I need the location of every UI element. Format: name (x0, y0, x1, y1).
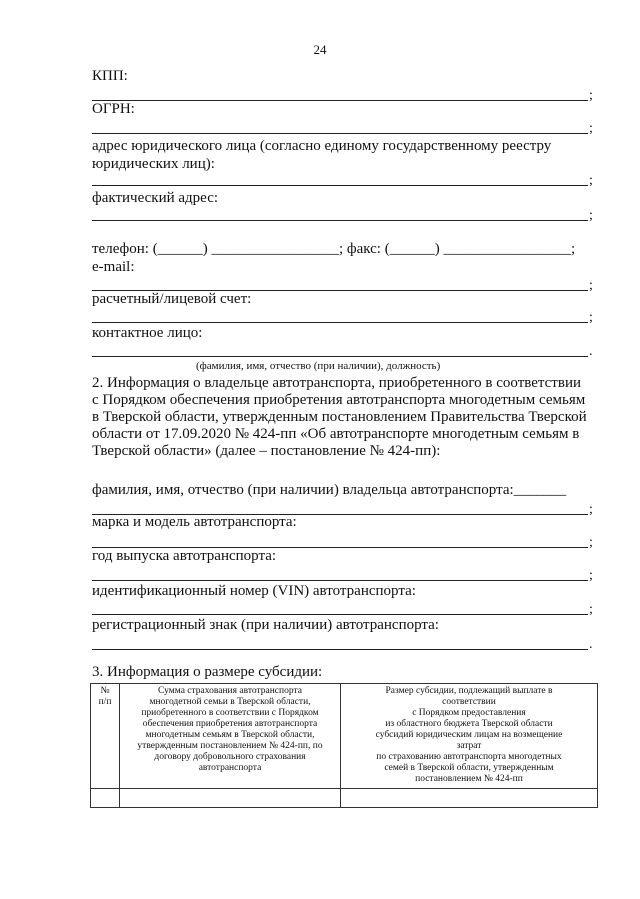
subsidy-table (90, 683, 598, 808)
semicolon: ; (589, 502, 593, 517)
semicolon: ; (589, 121, 593, 136)
header-text: утвержденным постановлением № 424-пп, по (137, 741, 323, 751)
page-number: 24 (313, 42, 327, 57)
semicolon: ; (589, 208, 593, 223)
section2-line: 2. Информация о владельце автотранспорта, приобретенного в соответствии (92, 375, 581, 391)
plate-label: регистрационный знак (при наличии) автотранспорта: (92, 617, 439, 633)
section2-line: в Тверской области, утвержденным постановлением Правительства Тверской (92, 409, 587, 425)
header-cell-number (91, 684, 120, 789)
table-cell[interactable] (91, 789, 120, 808)
header-text: постановлением № 424-пп (415, 774, 523, 784)
semicolon: ; (589, 278, 593, 293)
contact-caption: (фамилия, имя, отчество (при наличии), должность) (196, 360, 441, 372)
header-text: многодетной семьи в Тверской области, (149, 697, 311, 707)
header-text: с Порядком предоставления (412, 708, 526, 718)
table-header-row (91, 684, 598, 789)
section2-line: области от 17.09.2020 № 424-пп «Об автотранспорте многодетным семьям в (92, 426, 580, 442)
account-label: расчетный/лицевой счет: (92, 291, 252, 307)
header-text: № (100, 686, 110, 696)
email-label: e-mail: (92, 259, 135, 275)
header-text: семей в Тверской области, утвержденным (384, 763, 554, 773)
contact-line (92, 356, 588, 357)
legal-address-label-cont: юридических лиц): (92, 156, 215, 172)
header-text: Сумма страхования автотранспорта (158, 686, 302, 696)
header-text: Размер субсидии, подлежащий выплате в (385, 686, 553, 696)
header-text: п/п (98, 697, 112, 707)
semicolon: ; (589, 568, 593, 583)
table-cell[interactable] (341, 789, 598, 808)
period: . (589, 344, 593, 359)
semicolon: ; (589, 310, 593, 325)
header-text: по страхованию автотранспорта многодетных (376, 752, 562, 762)
plate-line (92, 649, 588, 650)
legal-address-line (92, 185, 588, 186)
phone-fax-label: телефон: (______) _________________; факс: (______) _________________; (92, 241, 576, 257)
ogrn-line (92, 133, 588, 134)
account-line (92, 322, 588, 323)
header-text: затрат (456, 741, 482, 751)
header-text: соответствии (442, 697, 496, 707)
semicolon: ; (589, 535, 593, 550)
section2-paragraph (92, 375, 595, 460)
header-text: договору добровольного страхования (154, 752, 306, 762)
kpp-label: КПП: (92, 68, 128, 84)
semicolon: ; (589, 173, 593, 188)
actual-address-label: фактический адрес: (92, 190, 219, 206)
header-cell-subsidy-amount (341, 684, 598, 789)
header-text: субсидий юридическим лицам на возмещение (375, 730, 563, 740)
header-text: из областного бюджета Тверской области (385, 719, 553, 729)
contact-label: контактное лицо: (92, 325, 203, 341)
owner-name-label: фамилия, имя, отчество (при наличии) владельца автотранспорта:_______ (92, 482, 567, 498)
year-label: год выпуска автотранспорта: (92, 548, 277, 564)
header-text: обеспечения приобретения автотранспорта (142, 719, 318, 729)
section2-line: с Порядком обеспечения приобретения автотранспорта многодетным семьям (92, 392, 586, 408)
actual-address-line (92, 220, 588, 221)
kpp-line (92, 100, 588, 101)
table-row (91, 789, 598, 808)
header-text: автотранспорта (198, 763, 262, 773)
ogrn-label: ОГРН: (92, 101, 135, 117)
vin-label: идентификационный номер (VIN) автотранспорта: (92, 583, 416, 599)
semicolon: ; (589, 88, 593, 103)
section3-title: 3. Информация о размере субсидии: (92, 664, 323, 680)
section2-line: Тверской области» (далее – постановление № 424-пп): (92, 443, 441, 459)
table-cell[interactable] (120, 789, 341, 808)
legal-address-label: адрес юридического лица (согласно единому государственному реестру (92, 138, 552, 154)
header-text: приобретенного в соответствии с Порядком (141, 708, 319, 718)
header-cell-insurance-sum (120, 684, 341, 789)
semicolon: ; (589, 602, 593, 617)
period: . (589, 637, 593, 652)
vin-line (92, 614, 588, 615)
header-text: многодетным семьям в Тверской области, (145, 730, 315, 740)
year-line (92, 580, 588, 581)
make-model-label: марка и модель автотранспорта: (92, 514, 297, 530)
